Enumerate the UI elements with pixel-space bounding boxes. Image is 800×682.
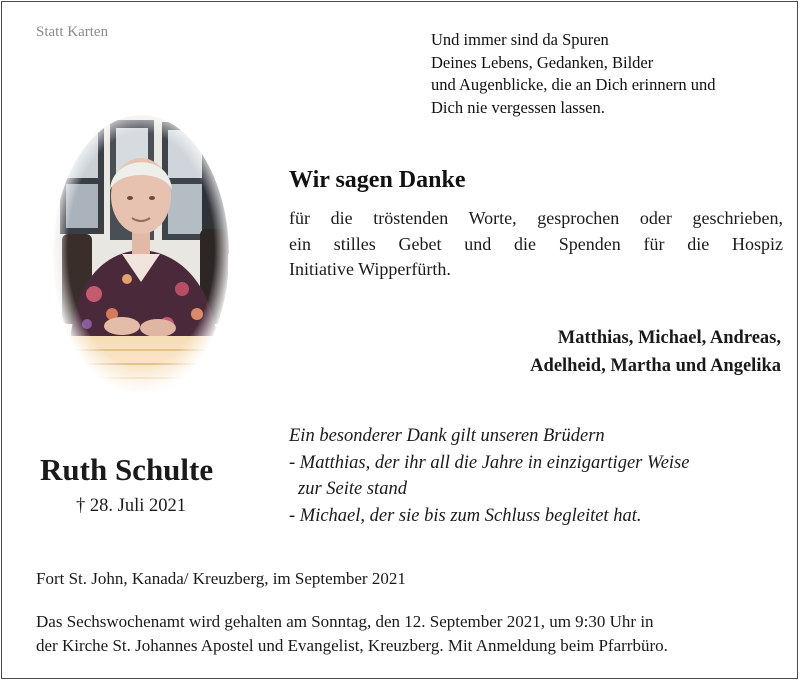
special-thanks-item: zur Seite stand [298,479,407,499]
thanks-line: Initiative Wipperfürth. [289,259,451,279]
service-info [36,610,668,658]
poem-line: und Augenblicke, die an Dich erinnern und [431,75,716,94]
thanks-text [289,206,783,283]
deceased-name: Ruth Schulte [40,452,214,487]
special-thanks [289,423,689,529]
special-thanks-item: - Matthias, der ihr all die Jahre in einzigartiger Weise [289,452,690,473]
thanks-line: ein stilles Gebet und die Spenden für die Hospiz [289,233,783,254]
service-line: Das Sechswochenamt wird gehalten am Sonntag, den 12. September 2021, um 9:30 Uhr in [36,612,654,631]
poem [431,29,716,119]
special-thanks-intro: Ein besonderer Dank gilt unseren Brüdern [289,426,605,446]
thanks-line: für die tröstenden Worte, gesprochen oder geschrieben, [289,208,783,228]
signature-line: Adelheid, Martha und Angelika [530,356,781,376]
place-date: Fort St. John, Kanada/ Kreuzberg, im September 2021 [36,569,406,588]
header-label: Statt Karten [36,24,109,40]
poem-line: Und immer sind da Spuren [431,30,609,49]
obituary-card [1,1,798,679]
signatures [530,324,781,380]
thanks-heading: Wir sagen Danke [289,167,466,193]
death-date: † 28. Juli 2021 [76,496,186,516]
poem-line: Dich nie vergessen lassen. [431,97,605,117]
poem-line: Deines Lebens, Gedanken, Bilder [431,52,654,72]
service-line: der Kirche St. Johannes Apostel und Evangelist, Kreuzberg. Mit Anmeldung beim Pfarrbüro. [36,636,668,655]
portrait-photo [52,114,230,396]
signature-line: Matthias, Michael, Andreas, [557,328,781,348]
special-thanks-item: - Michael, der sie bis zum Schluss begleitet hat. [289,505,642,526]
